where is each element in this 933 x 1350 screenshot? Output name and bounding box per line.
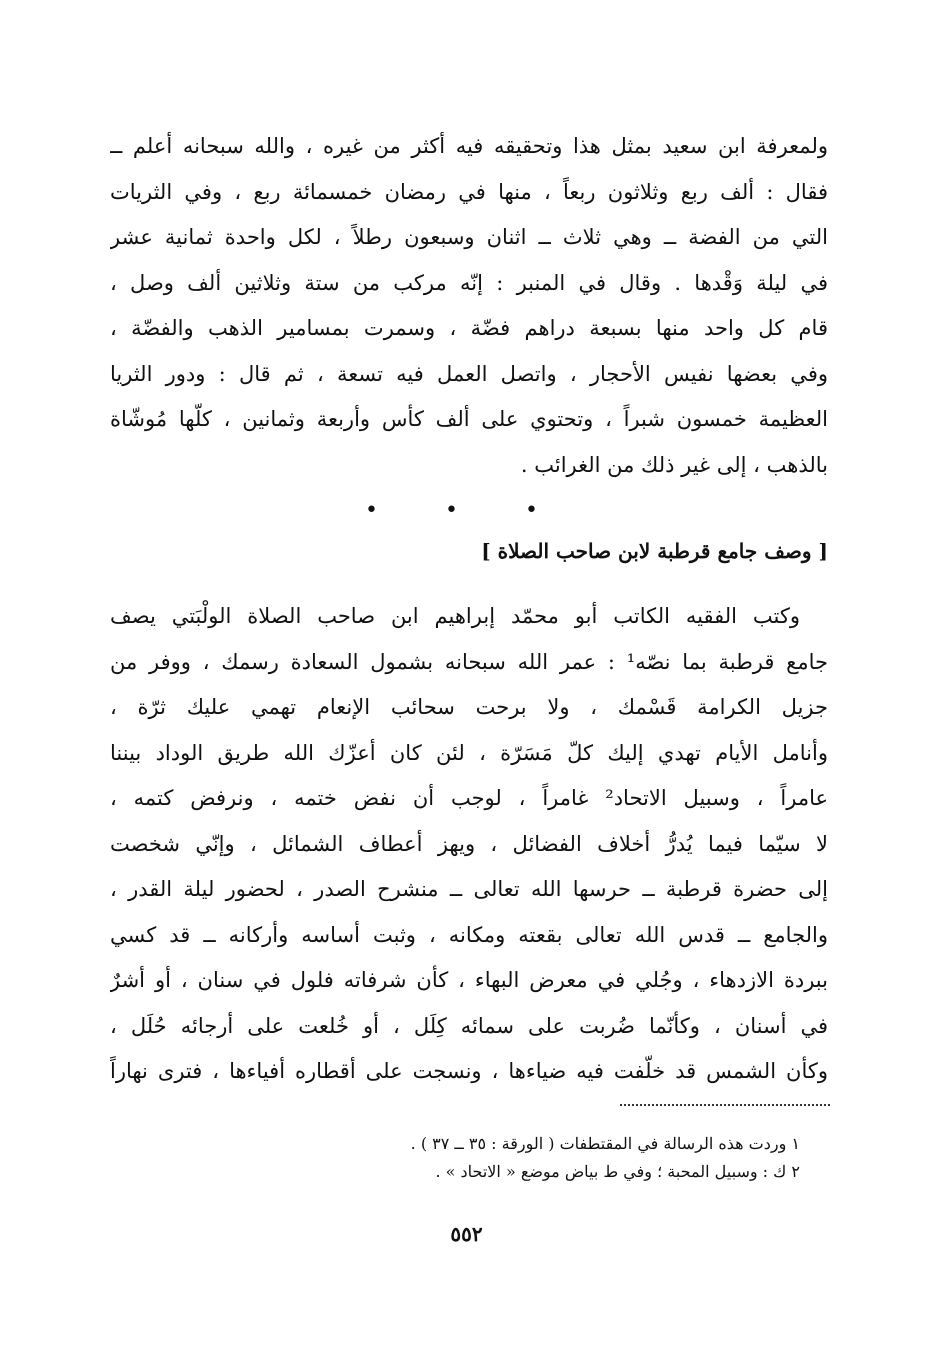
paragraph-2 bbox=[110, 594, 828, 1095]
text-line: في أسنان ، وكأنّما ضُربت على سمائه كِلَل ، أو خُلعت على أرجائه حُلَل ، bbox=[110, 1013, 828, 1038]
text-line: التي من الفضة ــ وهي ثلاث ــ اثنان وسبعون رطلاً ، لكل واحدة ثمانية عشر bbox=[110, 225, 828, 249]
text-line: بالذهب ، إلى غير ذلك من الغرائب . bbox=[520, 452, 828, 477]
section-heading: [ وصف جامع قرطبة لابن صاحب الصلاة ] bbox=[481, 539, 828, 563]
text-line: قام كل واحد منها بسبعة دراهم فضّة ، وسمرت بمسامير الذهب والفضّة ، bbox=[110, 316, 828, 340]
text-line: إلى حضرة قرطبة ــ حرسها الله تعالى ــ منشرح الصدر ، لحضور ليلة القدر ، bbox=[110, 877, 828, 901]
section-separator: • • • bbox=[365, 498, 568, 523]
footnotes bbox=[110, 1130, 800, 1186]
text-line: وكتب الفقيه الكاتب أبو محمّد إبراهيم ابن صاحب الصلاة الولْبَتي يصف bbox=[110, 604, 800, 628]
footnote-1: ١ وردت هذه الرسالة في المقتطفات ( الورقة : ٣٥ ــ ٣٧ ) . bbox=[410, 1134, 800, 1153]
text-line: وأنامل الأيام تهدي إليك كلّ مَسَرّة ، لئن كان أعزّك الله طريق الوداد بيننا bbox=[110, 740, 828, 765]
text-line: ولمعرفة ابن سعيد بمثل هذا وتحقيقه فيه أكثر من غيره ، والله سبحانه أعلم ــ bbox=[110, 134, 828, 158]
footnote-2: ٢ ك : وسبيل المحبة ؛ وفي ط بياض موضع « الاتحاد » . bbox=[435, 1162, 800, 1181]
text-line: وفي بعضها نفيس الأحجار ، واتصل العمل فيه تسعة ، ثم قال : ودور الثريا bbox=[110, 361, 828, 386]
text-line: جزيل الكرامة قَسْمك ، ولا برحت سحائب الإنعام تهمي عليك ثرّة ، bbox=[110, 695, 828, 719]
text-line: العظيمة خمسون شبراً ، وتحتوي على ألف كأس وأربعة وثمانين ، كلّها مُوشّاة bbox=[110, 407, 828, 431]
text-line: في ليلة وَقْدها . وقال في المنبر : إنّه مركب من ستة وثلاثين ألف وصل ، bbox=[110, 270, 828, 295]
text-line: عامراً ، وسبيل الاتحاد² غامراً ، لوجب أن نفض ختمه ، ونرفض كتمه ، bbox=[110, 786, 828, 810]
text-line: والجامع ــ قدس الله تعالى بقعته ومكانه ، وثبت أساسه وأركانه ــ قد كسي bbox=[110, 922, 828, 947]
footnote-divider bbox=[620, 1104, 830, 1106]
text-line: وكأن الشمس قد خلّفت فيه ضياءها ، ونسجت على أقطاره أفياءها ، فترى نهاراً bbox=[110, 1059, 828, 1083]
page-number: ٥٥٢ bbox=[450, 1222, 483, 1246]
text-line: لا سيّما فيما يُدرُّ أخلاف الفضائل ، ويهز أعطاف الشمائل ، وإنّي شخصت bbox=[110, 831, 828, 856]
text-line: ببردة الازدهاء ، وجُلي في معرض البهاء ، كأن شرفاته فلول في سنان ، أو أشرٌ bbox=[110, 968, 828, 992]
paragraph-1 bbox=[110, 124, 828, 488]
text-line: فقال : ألف ربع وثلاثون ربعاً ، منها في رمضان خمسمائة ربع ، وفي الثريات bbox=[110, 179, 828, 204]
text-line: جامع قرطبة بما نصّه¹ : عمر الله سبحانه بشمول السعادة رسمك ، ووفر من bbox=[110, 649, 828, 674]
